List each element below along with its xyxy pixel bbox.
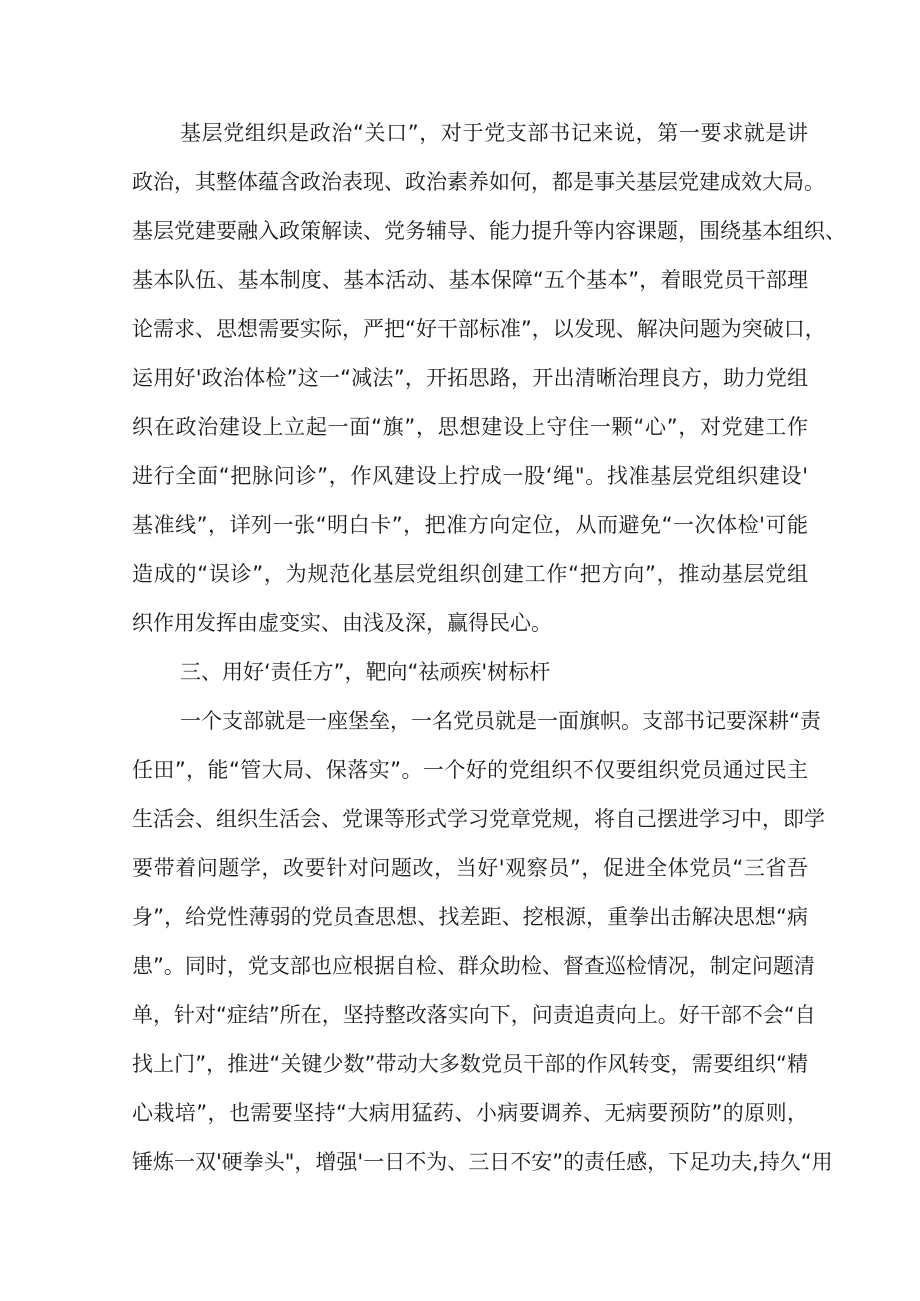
text-line: 造成的“误诊”，为规范化基层党组织创建工作“把方向”，推动基层党组 [132, 562, 808, 586]
text-line: 基本队伍、基本制度、基本活动、基本保障“五个基本”，着眼党员干部理 [132, 268, 808, 292]
text-line: 论需求、思想需要实际，严把“好干部标准”，以发现、解决问题为突破口， [132, 317, 826, 341]
text-line: 织作用发挥由虚变实、由浅及深，赢得民心。 [132, 611, 552, 635]
text-line: 任田”，能“管大局、保落实”。一个好的党组织不仅要组织党员通过民主 [132, 758, 808, 782]
text-line: 单，针对“症结”所在，坚持整改落实向下，问责追责向上。好干部不会“自 [132, 1003, 816, 1027]
text-line: 找上门”，推进“关键少数”带动大多数党员干部的作风转变，需要组织“精 [132, 1052, 808, 1076]
text-line: 基层党组织是政治“关口”，对于党支部书记来说，第一要求就是讲 [180, 121, 808, 145]
section-heading: 三、用好‘责任方”，靶向“祛顽疾'树标杆 [180, 660, 551, 684]
text-line: 进行全面“把脉问诊”，作风建设上拧成一股‘绳"。找准基层党组织建设' [132, 464, 808, 488]
text-line: 锤炼一双'硬拳头"，增强'一日不为、三日不安”的责任感，下足功夫,持久“用 [132, 1150, 833, 1174]
text-line: 生活会、组织生活会、党课等形式学习党章党规，将自己摆进学习中，即学 [132, 807, 825, 831]
body-text [132, 113, 846, 1191]
text-line: 患”。同时，党支部也应根据自检、群众助检、督查巡检情况，制定问题清 [132, 954, 815, 978]
text-line: 要带着问题学，改要针对问题改，当好'观察员”，促进全体党员“三省吾 [132, 856, 808, 880]
text-line: 心栽培”，也需要坚持“大病用猛药、小病要调养、无病要预防”的原则， [132, 1101, 808, 1125]
text-line: 身”，给党性薄弱的党员查思想、找差距、挖根源，重拳出击解决思想“病 [132, 905, 808, 929]
text-line: 运用好'政治体检”这一“减法”，开拓思路，开出清晰治理良方，助力党组 [132, 366, 808, 390]
text-line: 基准线”，详列一张“明白卡”，把准方向定位，从而避免“一次体检'可能 [132, 513, 808, 537]
text-line: 一个支部就是一座堡垒，一名党员就是一面旗帜。支部书记要深耕“责 [180, 709, 821, 733]
text-line: 织在政治建设上立起一面“旗”，思想建设上守住一颗“心”，对党建工作 [132, 415, 808, 439]
text-line: 基层党建要融入政策解读、党务辅导、能力提升等内容课题，围绕基本组织、 [132, 219, 846, 243]
text-line: 政治，其整体蕴含政治表现、政治素养如何，都是事关基层党建成效大局。 [132, 170, 825, 194]
